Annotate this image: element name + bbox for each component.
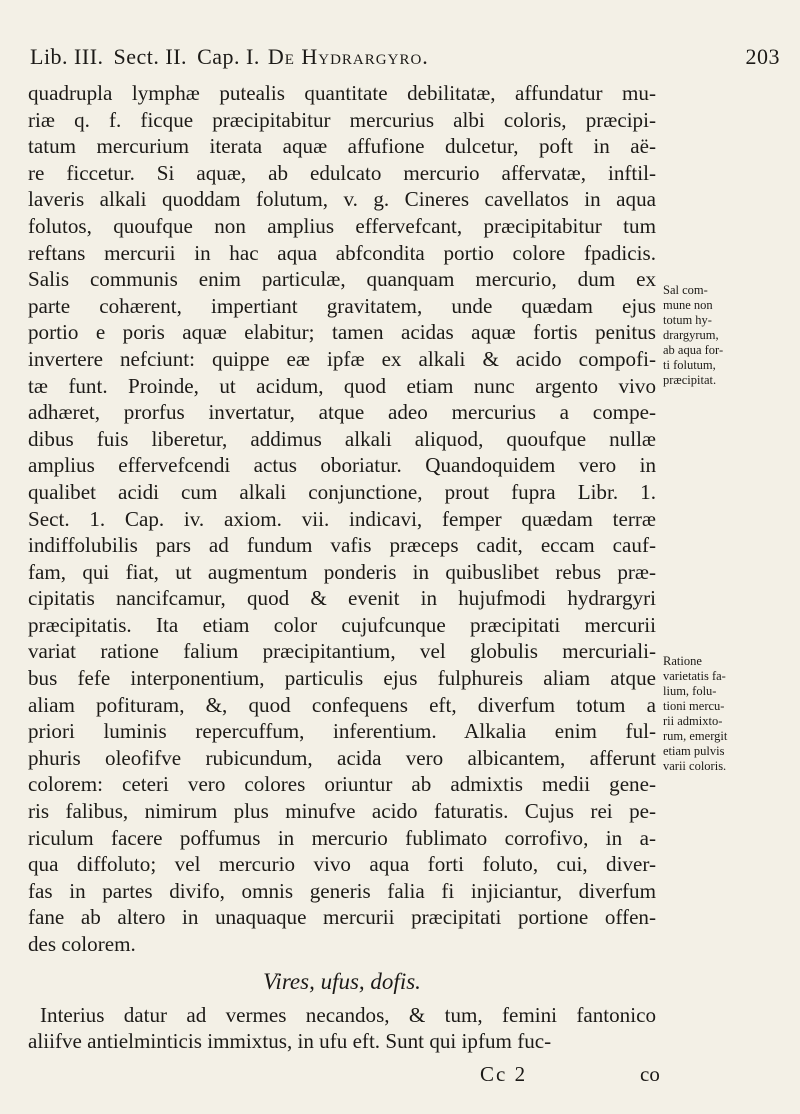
text-line: des colorem. bbox=[28, 932, 136, 956]
text-line: Salis communis enim particulæ, quanquam mercurio, dum ex bbox=[28, 267, 656, 292]
margin-note-line: tioni mercu- bbox=[663, 699, 725, 713]
margin-note-line: drargyrum, bbox=[663, 328, 719, 342]
running-header bbox=[30, 44, 780, 70]
text-line: re ficcetur. Si aquæ, ab edulcato mercurio affervatæ, inftil- bbox=[28, 160, 656, 185]
paragraph-vires bbox=[28, 1002, 656, 1055]
text-line: adhæret, prorfus invertatur, atque adeo mercurius a compe- bbox=[28, 400, 656, 425]
text-line: tæ funt. Proinde, ut acidum, quod etiam nunc argento vivo bbox=[28, 373, 656, 398]
text-line: invertere nefciunt: quippe eæ ipfæ ex alkali & acido compofi- bbox=[28, 346, 656, 371]
text-line: laveris alkali quoddam folutum, v. g. Cineres cavellatos in aqua bbox=[28, 187, 656, 212]
margin-note-line: etiam pulvis bbox=[663, 744, 725, 758]
text-line: colorem: ceteri vero colores oriuntur ab admixtis medii gene- bbox=[28, 772, 656, 797]
text-line: parte cohærent, impertiant gravitatem, unde quædam ejus bbox=[28, 293, 656, 318]
margin-note-line: Ratione bbox=[663, 654, 702, 668]
margin-note-line: varii coloris. bbox=[663, 759, 727, 773]
text-line: ris falibus, nimirum plus minufve acido faturatis. Cujus rei pe- bbox=[28, 799, 656, 824]
text-line: reftans mercurii in hac aqua abfcondita portio colore fpadicis. bbox=[28, 240, 656, 265]
margin-note-sal-commune bbox=[663, 283, 783, 388]
margin-note-line: præcipitat. bbox=[663, 373, 717, 387]
text-line: Sect. 1. Cap. iv. axiom. vii. indicavi, femper quædam terræ bbox=[28, 506, 656, 531]
text-line: portio e poris aquæ elabitur; tamen acidas aquæ fortis penitus bbox=[28, 320, 656, 345]
margin-note-line: rum, emergit bbox=[663, 729, 728, 743]
text-line: fas in partes divifo, omnis generis falia fi injiciantur, diverfum bbox=[28, 878, 656, 903]
text-line: phuris oleofifve rubicundum, acida vero albicantem, afferunt bbox=[28, 745, 656, 770]
text-line: bus fefe interponentium, particulis ejus fulphureis aliam atque bbox=[28, 666, 656, 691]
text-line: riæ q. f. ficque præcipitabitur mercurius albi coloris, præcipi- bbox=[28, 107, 656, 132]
page-number: 203 bbox=[745, 44, 780, 69]
section-subheading: Vires, ufus, dofis. bbox=[263, 968, 421, 994]
text-line: tatum mercurium iterata aquæ affufione dulcetur, poft in aë- bbox=[28, 134, 656, 159]
text-line: priori luminis repercuffum, inferentium. Alkalia enim ful- bbox=[28, 719, 656, 744]
margin-note-line: mune non bbox=[663, 298, 713, 312]
text-line: variat ratione falium præcipitantium, vel globulis mercuriali- bbox=[28, 639, 656, 664]
text-line: aliam pofituram, &, quod confequens eft, diverfum totum a bbox=[28, 692, 656, 717]
margin-note-line: varietatis fa- bbox=[663, 669, 726, 683]
catchword: co bbox=[640, 1062, 660, 1086]
text-line: indiffolubilis pars ad fundum vafis præceps cadit, eccam cauf- bbox=[28, 533, 656, 558]
text-line: quadrupla lymphæ putealis quantitate debilitatæ, affundatur mu- bbox=[28, 81, 656, 105]
text-line: præcipitatis. Ita etiam color cujufcunque præcipitati mercurii bbox=[28, 612, 656, 637]
margin-note-line: ab aqua for- bbox=[663, 343, 724, 357]
page-footer bbox=[28, 1062, 660, 1092]
margin-note-ratione-varietatis bbox=[663, 654, 783, 774]
margin-note-line: lium, folu- bbox=[663, 684, 717, 698]
signature-mark: Cc 2 bbox=[480, 1062, 528, 1086]
paragraph-main bbox=[28, 80, 656, 958]
text-line: fam, qui fiat, ut augmentum ponderis in quibuslibet rebus præ- bbox=[28, 559, 656, 584]
text-line: aliifve antielminticis immixtus, in ufu eft. Sunt qui ipfum fuc- bbox=[28, 1029, 552, 1054]
text-line: amplius effervefcendi actus oboriatur. Quandoquidem vero in bbox=[28, 453, 656, 478]
margin-note-line: rii admixto- bbox=[663, 714, 723, 728]
margin-note-line: totum hy- bbox=[663, 313, 712, 327]
text-line: qua diffoluto; vel mercurio vivo aqua forti foluto, cui, diver- bbox=[28, 852, 656, 877]
text-line: fane ab altero in unaquaque mercurii præcipitati portione offen- bbox=[28, 905, 656, 930]
margin-note-line: Sal com- bbox=[663, 283, 708, 297]
header-title: De Hydrargyro. bbox=[267, 44, 429, 69]
text-line: cipitatis nancifcamur, quod & evenit in hujufmodi hydrargyri bbox=[28, 586, 656, 611]
header-book: Lib. III. bbox=[30, 44, 104, 69]
text-line: Interius datur ad vermes necandos, & tum, femini fantonico bbox=[40, 1002, 656, 1027]
margin-note-line: ti folutum, bbox=[663, 358, 716, 372]
text-line: folutos, quoufque non amplius effervefcant, præcipitabitur tum bbox=[28, 213, 656, 238]
text-line: dibus fuis liberetur, addimus alkali aliquod, quoufque nullæ bbox=[28, 426, 656, 451]
header-section: Sect. II. bbox=[113, 44, 188, 69]
text-line: riculum facere poffumus in mercurio fublimato corrofivo, in a- bbox=[28, 825, 656, 850]
text-line: qualibet acidi cum alkali conjunctione, prout fupra Libr. 1. bbox=[28, 479, 656, 504]
header-chapter: Cap. I. bbox=[197, 44, 260, 69]
main-text bbox=[28, 80, 656, 1055]
